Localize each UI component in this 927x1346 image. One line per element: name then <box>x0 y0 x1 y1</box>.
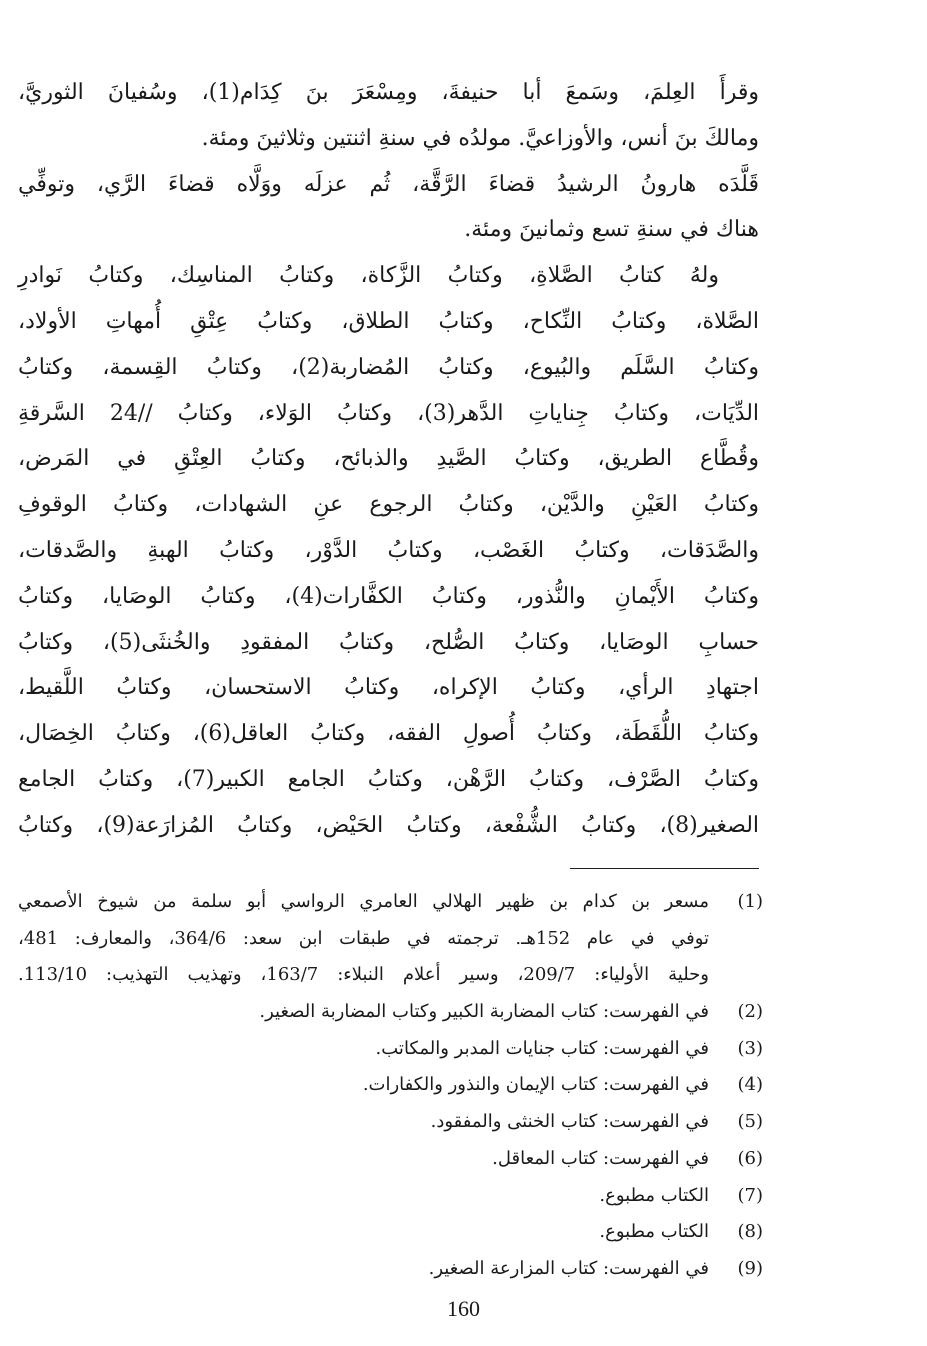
footnote-1 <box>18 884 763 921</box>
text-line: وكتابُ اللُّقَطَة، وكتابُ أُصولِ الفقه، وكتابُ العاقل(6)، وكتابُ الخِصَال، <box>18 721 760 747</box>
footnote-number: (1) <box>737 891 763 912</box>
footnote-text: في الفهرست: كتاب جنايات المدبر والمكاتب. <box>375 1037 709 1059</box>
footnote-text: الكتاب مطبوع. <box>599 1221 709 1243</box>
footnote-4 <box>18 1067 763 1104</box>
footnote-number: (6) <box>737 1147 763 1169</box>
main-text <box>18 70 759 849</box>
text-line: وكتابُ الصَّرْف، وكتابُ الرَّهْن، وكتابُ الجامع الكبير(7)، وكتابُ الجامع <box>18 766 759 792</box>
text-line: حسابِ الوصَايا، وكتابُ الصُّلح، وكتابُ المفقودِ والخُنثَى(5)، وكتابُ <box>18 629 760 655</box>
text-line: اجتهادِ الرأي، وكتابُ الإكراه، وكتابُ الاستحسان، وكتابُ اللَّقيط، <box>18 675 759 701</box>
footnote-text: الكتاب مطبوع. <box>599 1184 709 1206</box>
footnote-divider <box>570 868 759 869</box>
text-line: وكتابُ السَّلَم والبُيوع، وكتابُ المُضاربة(2)، وكتابُ القِسمة، وكتابُ <box>18 354 760 380</box>
footnote-3 <box>18 1031 763 1068</box>
footnote-5 <box>18 1104 763 1141</box>
text-line: قَلَّدَه هارونُ الرشيدُ قضاءَ الرَّقَّة، ثُم عزلَه ووَلَّاه قضاءَ الرَّي، وتوفِّي <box>18 171 759 197</box>
text-line: وكتابُ العَيْنِ والدَّيْن، وكتابُ الرجوع عنِ الشهادات، وكتابُ الوقوفِ <box>18 492 759 518</box>
page-number: 160 <box>447 1296 480 1321</box>
text-line: وقُطَّاع الطريق، وكتابُ الصَّيدِ والذبائح، وكتابُ العِتْقِ في المَرض، <box>18 446 759 472</box>
footnote-text: في الفهرست: كتاب الإيمان والنذور والكفارات. <box>362 1074 709 1096</box>
footnote-text: في الفهرست: كتاب الخنثى والمفقود. <box>430 1111 709 1133</box>
footnote-number: (4) <box>737 1074 763 1096</box>
text-line: ولهُ كتابُ الصَّلاةِ، وكتابُ الزَّكاة، وكتابُ المناسِك، وكتابُ نَوادرِ <box>18 263 719 289</box>
footnote-number: (5) <box>737 1111 763 1133</box>
footnote-9 <box>18 1251 763 1288</box>
footnote-7 <box>18 1178 763 1215</box>
text-line: وكتابُ الأَيْمانِ والنُّذور، وكتابُ الكفَّارات(4)، وكتابُ الوصَايا، وكتابُ <box>18 583 759 609</box>
footnote-number: (3) <box>737 1037 763 1059</box>
text-line: ومالكَ بنَ أنس، والأوزاعيَّ. مولدُه في سنةِ اثنتين وثلاثينَ ومئة. <box>201 125 759 151</box>
footnote-number: (2) <box>737 1001 763 1023</box>
footnote-1-continued <box>18 921 763 958</box>
text-line: الصغير(8)، وكتابُ الشُّفْعة، وكتابُ الحَيْض، وكتابُ المُزارَعة(9)، وكتابُ <box>18 812 760 838</box>
footnotes <box>18 884 763 1288</box>
footnote-number: (7) <box>737 1184 763 1206</box>
footnote-2 <box>18 994 763 1031</box>
text-line: الصَّلاة، وكتابُ النِّكاح، وكتابُ الطلاق، وكتابُ عِتْقِ أُمهاتِ الأولاد، <box>18 308 759 334</box>
footnote-8 <box>18 1214 763 1251</box>
footnote-1-continued <box>18 957 763 994</box>
text-line: والصَّدَقات، وكتابُ الغَصْب، وكتابُ الدَّوْر، وكتابُ الهبةِ والصَّدقات، <box>18 537 759 563</box>
text-line: هناك في سنةِ تسع وثمانينَ ومئة. <box>464 217 759 243</box>
footnote-text: في الفهرست: كتاب المضاربة الكبير وكتاب المضاربة الصغير. <box>259 1001 709 1023</box>
footnote-text: مسعر بن كدام بن ظهير الهلالي العامري الرواسي أبو سلمة من شيوخ الأصمعي <box>18 891 709 912</box>
footnote-number: (8) <box>737 1221 763 1243</box>
footnote-text: وحلية الأولياء: 209/7، وسير أعلام النبلاء: 163/7، وتهذيب التهذيب: 113/10. <box>18 964 709 986</box>
text-line: الدِّيَات، وكتابُ جِناياتِ الدَّهر(3)، وكتابُ الوَلاء، وكتابُ //24 السَّرقةِ <box>18 400 760 426</box>
footnote-text: توفي في عام 152هـ. ترجمته في طبقات ابن سعد: 364/6، والمعارف: 481، <box>18 927 709 949</box>
footnote-text: في الفهرست: كتاب المزارعة الصغير. <box>428 1257 709 1279</box>
footnote-text: في الفهرست: كتاب المعاقل. <box>492 1147 709 1169</box>
footnote-number: (9) <box>737 1257 763 1279</box>
footnote-6 <box>18 1141 763 1178</box>
text-line: وقرأَ العِلمَ، وسَمعَ أبا حنيفةَ، ومِسْعَرَ بنَ كِدَام(1)، وسُفيانَ الثوريَّ، <box>18 80 759 105</box>
